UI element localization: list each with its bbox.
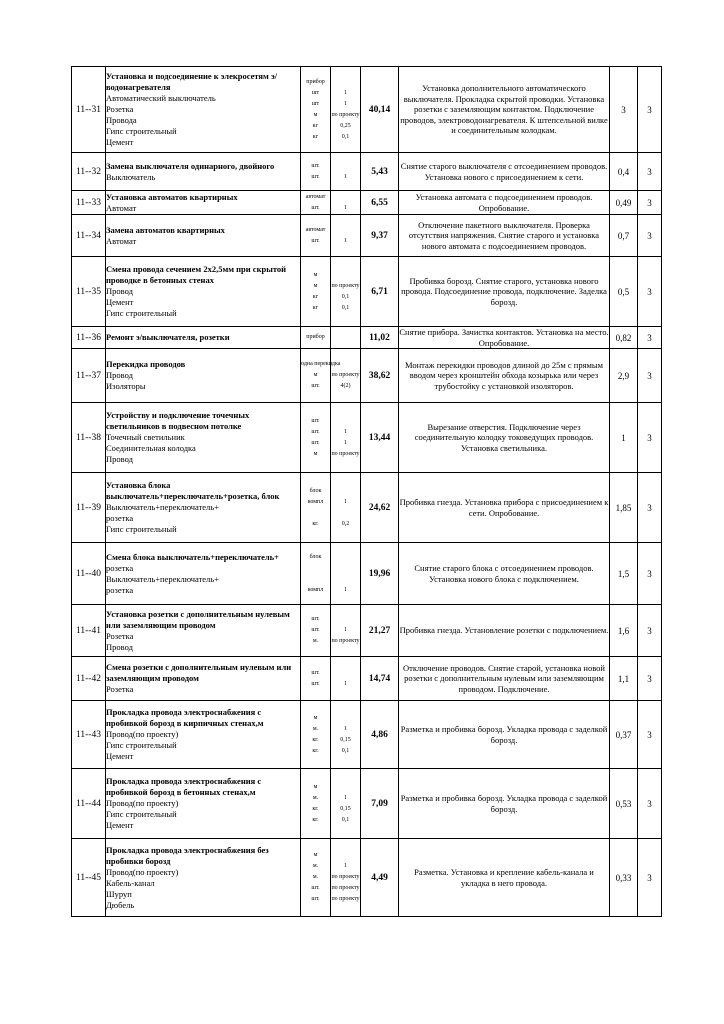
- price-value: 7,09: [361, 769, 399, 839]
- work-title: Замена автоматов квартирных: [106, 224, 225, 235]
- price-table: [71, 66, 662, 917]
- material-name: Цемент: [106, 751, 134, 761]
- category-value: 3: [638, 403, 662, 473]
- unit-cell: [301, 701, 331, 769]
- material-name: Автомат: [106, 202, 137, 213]
- work-title: Прокладка провода электроснабжения без пробивки борозд: [106, 844, 269, 866]
- material-name: Провод: [106, 370, 133, 380]
- table-row: [72, 215, 662, 257]
- table-row: [72, 257, 662, 327]
- labor-value: 1,1: [610, 657, 638, 701]
- quantity-value: [331, 192, 360, 203]
- unit-cell: [301, 349, 341, 403]
- material-name: розетка: [106, 584, 134, 595]
- quantity-value: 0,1: [341, 304, 350, 311]
- price-value: 6,71: [361, 257, 399, 327]
- material-name: Провод: [106, 454, 133, 464]
- price-value: 24,62: [361, 473, 399, 543]
- unit-label: шт.: [311, 162, 320, 169]
- labor-value: 1,85: [610, 473, 638, 543]
- quantity-value: 1: [344, 237, 347, 244]
- quantity-cell: [331, 657, 361, 701]
- price-value: 6,55: [361, 191, 399, 215]
- unit-label: м.: [312, 794, 319, 801]
- quantity-value: 1: [344, 725, 347, 732]
- category-value: 3: [638, 153, 662, 191]
- category-value: 3: [638, 701, 662, 769]
- quantity-value: по проекту: [331, 896, 360, 902]
- quantity-value: по проекту: [331, 111, 360, 118]
- item-number: 11--34: [72, 215, 106, 257]
- price-value: 11,02: [361, 327, 399, 349]
- item-name-cell: [106, 769, 301, 839]
- unit-label: м: [313, 714, 318, 721]
- unit-label: шт.: [311, 439, 320, 446]
- quantity-value: 0,15: [340, 736, 351, 743]
- labor-value: 0,37: [610, 701, 638, 769]
- work-title: Устройству и подключение точечных светильников в подвесном потолке: [106, 410, 250, 431]
- price-value: 13,44: [361, 403, 399, 473]
- item-number: 11--37: [72, 349, 106, 403]
- material-name: Дюбель: [106, 899, 135, 910]
- table-row: [72, 473, 662, 543]
- quantity-value: [331, 270, 360, 281]
- quantity-cell: [331, 349, 361, 403]
- work-description: Монтаж перекидки проводов длиной до 25м с прямым вводом через кронштейн обхода козырька или через трубостойку с установкой изоляторов.: [399, 349, 610, 403]
- unit-label: м.: [312, 638, 319, 644]
- unit-label: [301, 563, 330, 574]
- unit-label: м: [313, 111, 318, 118]
- work-title: Смена провода сечением 2х2,5мм при скрытой проводке в бетонных стенах: [106, 264, 287, 285]
- quantity-value: [331, 563, 360, 574]
- material-name: Гипс строительный: [106, 126, 177, 136]
- unit-label: м: [313, 271, 318, 278]
- unit-label: блок: [309, 487, 322, 494]
- unit-cell: [301, 215, 331, 257]
- quantity-value: 0,25: [340, 122, 351, 129]
- labor-value: 0,5: [610, 257, 638, 327]
- unit-label: шт.: [311, 885, 320, 891]
- quantity-cell: [331, 701, 361, 769]
- quantity-cell: [331, 215, 361, 257]
- item-number: 11--41: [72, 605, 106, 657]
- unit-label: шт.: [311, 204, 320, 211]
- item-name-cell: [106, 605, 301, 657]
- item-number: 11--40: [72, 543, 106, 605]
- labor-value: 1,6: [610, 605, 638, 657]
- unit-label: кг: [312, 122, 319, 129]
- category-value: 3: [638, 67, 662, 153]
- quantity-cell: [331, 191, 361, 215]
- item-number: 11--33: [72, 191, 106, 215]
- quantity-value: [331, 77, 360, 88]
- unit-label: кг.: [312, 816, 319, 823]
- labor-value: 0,49: [610, 191, 638, 215]
- category-value: 3: [638, 769, 662, 839]
- labor-value: 2,9: [610, 349, 638, 403]
- item-name-cell: [106, 327, 301, 349]
- material-name: Точечный светильник: [106, 432, 185, 442]
- table-row: [72, 605, 662, 657]
- unit-label: одна перекидка: [301, 361, 341, 367]
- category-value: 3: [638, 215, 662, 257]
- unit-label: кг: [312, 293, 319, 300]
- work-description: Отключение проводов. Снятие старой, установка новой розетки с дополнительным нулевым или заземляющим проводом. Подключение.: [399, 657, 610, 701]
- material-name: Выключатель+переключатель+: [106, 573, 219, 584]
- item-name-cell: [106, 215, 301, 257]
- quantity-cell: [331, 153, 361, 191]
- quantity-value: 1: [344, 89, 347, 96]
- price-value: 38,62: [361, 349, 399, 403]
- item-number: 11--39: [72, 473, 106, 543]
- table-row: [72, 769, 662, 839]
- item-name-cell: [106, 153, 301, 191]
- quantity-value: по проекту: [331, 874, 360, 880]
- category-value: 3: [638, 327, 662, 349]
- item-name-cell: [106, 839, 301, 917]
- quantity-value: 1: [344, 428, 347, 435]
- unit-label: прибор: [306, 334, 325, 340]
- quantity-cell: [331, 769, 361, 839]
- work-title: Прокладка провода электроснабжения с пробивкой борозд в кирпичных стенах,м: [106, 707, 264, 728]
- category-value: 3: [638, 657, 662, 701]
- quantity-value: 1: [344, 498, 347, 505]
- price-value: 19,96: [361, 543, 399, 605]
- item-number: 11--38: [72, 403, 106, 473]
- quantity-value: 0,1: [341, 133, 350, 140]
- work-description: Установка автомата с подсоединением проводов. Опробование.: [399, 191, 610, 215]
- material-name: Цемент: [106, 297, 134, 307]
- unit-cell: [301, 657, 331, 701]
- quantity-value: по проекту: [331, 372, 360, 378]
- material-name: Провод(по проекту): [106, 798, 179, 808]
- item-number: 11--32: [72, 153, 106, 191]
- unit-label: прибор: [306, 78, 325, 85]
- unit-cell: [301, 327, 331, 349]
- material-name: Выключатель: [106, 171, 156, 182]
- item-number: 11--31: [72, 67, 106, 153]
- unit-cell: [301, 191, 331, 215]
- quantity-value: по проекту: [331, 450, 360, 457]
- quantity-value: 1: [344, 586, 347, 593]
- quantity-value: по проекту: [331, 885, 360, 891]
- unit-label: автомат: [305, 193, 326, 200]
- unit-label: м: [313, 282, 318, 289]
- quantity-cell: [331, 473, 361, 543]
- quantity-value: [331, 508, 360, 519]
- quantity-value: [331, 713, 360, 724]
- unit-label: кг: [312, 133, 319, 140]
- work-description: Отключение пакетного выключателя. Проверка отсутствия напряжения. Снятие старого и установка нового автомата с подсоединением проводов.: [399, 215, 610, 257]
- work-description: Пробивка гнезда. Установление розетки с подключением.: [399, 605, 610, 657]
- work-title: Ремонт э/выключателя, розетки: [106, 332, 230, 342]
- item-number: 11--45: [72, 839, 106, 917]
- category-value: 3: [638, 257, 662, 327]
- work-description: Пробивка гнезда. Установка прибора с присоединением к сети. Опробование.: [399, 473, 610, 543]
- category-value: 3: [638, 605, 662, 657]
- work-title: Смена блока выключатель+переключатель+: [106, 551, 280, 562]
- material-name: Шуруп: [106, 888, 132, 899]
- unit-cell: [301, 605, 331, 657]
- unit-label: шт.: [311, 669, 320, 676]
- unit-label: м: [313, 783, 318, 790]
- category-value: 3: [638, 839, 662, 917]
- table-row: [72, 839, 662, 917]
- work-description: Разметка и пробивка борозд. Укладка провода с заделкой борозд.: [399, 769, 610, 839]
- quantity-value: 1: [344, 863, 347, 869]
- item-number: 11--42: [72, 657, 106, 701]
- item-name-cell: [106, 257, 301, 327]
- price-value: 21,27: [361, 605, 399, 657]
- category-value: 3: [638, 191, 662, 215]
- work-description: Снятие старого выключателя с отсоединением проводов. Установка нового с присоединением к сети.: [399, 153, 610, 191]
- work-title: Смена розетки с дополнительным нулевым или заземляющим проводом: [106, 662, 292, 683]
- item-number: 11--35: [72, 257, 106, 327]
- unit-label: шт.: [311, 237, 320, 244]
- unit-label: шт.: [311, 627, 320, 633]
- material-name: розетка: [106, 513, 134, 523]
- work-title: Установка розетки с дополнительным нулевым или заземляющим проводом: [106, 608, 290, 630]
- quantity-cell: [331, 403, 361, 473]
- unit-label: м.: [312, 863, 319, 869]
- material-name: Кабель-канал: [106, 877, 155, 888]
- price-value: 40,14: [361, 67, 399, 153]
- work-title: Установка и подсоединение к элекросетям э/водонагревателя: [106, 71, 277, 92]
- work-description: Пробивка борозд. Снятие старого, установка нового провода. Подсоединение провода, подключение. Заделка борозд.: [399, 257, 610, 327]
- unit-label: шт.: [311, 896, 320, 902]
- price-value: 9,37: [361, 215, 399, 257]
- unit-label: автомат: [305, 226, 326, 233]
- work-title: Прокладка провода электроснабжения с пробивкой борозд в бетонных стенах,м: [106, 776, 262, 797]
- price-value: 5,43: [361, 153, 399, 191]
- quantity-value: 0,2: [341, 520, 350, 527]
- unit-label: кг.: [312, 520, 319, 527]
- labor-value: 0,4: [610, 153, 638, 191]
- unit-label: [301, 508, 330, 519]
- table-row: [72, 67, 662, 153]
- quantity-value: 1: [344, 173, 347, 180]
- quantity-cell: [331, 605, 361, 657]
- unit-label: м: [313, 450, 318, 457]
- item-name-cell: [106, 657, 301, 701]
- material-name: Розетка: [106, 630, 134, 641]
- unit-label: кг.: [312, 736, 319, 743]
- material-name: Цемент: [106, 137, 134, 147]
- material-name: Цемент: [106, 820, 134, 830]
- work-description: Вырезание отверстия. Подключение через соединительную колодку токоведущих проводов. Установка светильника.: [399, 403, 610, 473]
- table-row: [72, 657, 662, 701]
- unit-cell: [301, 403, 331, 473]
- item-name-cell: [106, 67, 301, 153]
- quantity-value: [331, 486, 360, 497]
- quantity-value: 0,15: [340, 805, 351, 812]
- item-name-cell: [106, 701, 301, 769]
- unit-label: компл: [307, 586, 324, 593]
- price-value: 4,86: [361, 701, 399, 769]
- table-row: [72, 349, 662, 403]
- category-value: 3: [638, 349, 662, 403]
- unit-label: м: [313, 372, 318, 378]
- quantity-cell: [331, 327, 361, 349]
- unit-label: компл: [307, 498, 324, 505]
- material-name: Розетка: [106, 684, 134, 694]
- price-value: 4,49: [361, 839, 399, 917]
- quantity-value: [331, 225, 360, 236]
- material-name: розетка: [106, 562, 134, 573]
- unit-label: шт: [311, 89, 320, 96]
- quantity-value: [331, 614, 360, 625]
- quantity-value: [331, 850, 360, 861]
- table-row: [72, 327, 662, 349]
- quantity-value: [331, 161, 360, 172]
- labor-value: 0,33: [610, 839, 638, 917]
- item-number: 11--43: [72, 701, 106, 769]
- unit-label: шт.: [311, 383, 320, 389]
- work-title: Перекидка проводов: [106, 359, 186, 369]
- table-row: [72, 191, 662, 215]
- unit-label: шт.: [311, 616, 320, 622]
- item-number: 11--44: [72, 769, 106, 839]
- material-name: Розетка: [106, 104, 134, 114]
- quantity-cell: [331, 257, 361, 327]
- price-value: 14,74: [361, 657, 399, 701]
- quantity-value: 1: [344, 100, 347, 107]
- unit-cell: [301, 839, 331, 917]
- item-name-cell: [106, 349, 301, 403]
- item-name-cell: [106, 473, 301, 543]
- unit-label: шт: [311, 100, 320, 107]
- quantity-value: 0,1: [341, 747, 350, 754]
- material-name: Провода: [106, 115, 137, 125]
- material-name: Гипс строительный: [106, 524, 177, 534]
- unit-cell: [301, 67, 331, 153]
- unit-label: м.: [312, 874, 319, 880]
- material-name: Автоматический выключатель: [106, 93, 216, 103]
- unit-label: м.: [312, 725, 319, 732]
- quantity-value: 0,1: [341, 293, 350, 300]
- quantity-value: 1: [344, 439, 347, 446]
- quantity-value: [331, 668, 360, 679]
- unit-label: блок: [309, 553, 322, 560]
- unit-label: шт.: [311, 428, 320, 435]
- item-name-cell: [106, 403, 301, 473]
- labor-value: 0,7: [610, 215, 638, 257]
- material-name: Провод(по проекту): [106, 866, 179, 877]
- category-value: 3: [638, 473, 662, 543]
- work-description: Разметка и пробивка борозд. Укладка провода с заделкой борозд.: [399, 701, 610, 769]
- material-name: Провод: [106, 286, 133, 296]
- work-description: Установка дополнительного автоматического выключателя. Прокладка скрытой проводки. Установка розетки с заземляющим контактом. Подключение проводов, электроводонагревателя. К штепсельной вилке и соединительным колодкам.: [399, 67, 610, 153]
- quantity-value: 4(2): [340, 383, 351, 389]
- quantity-cell: [331, 67, 361, 153]
- unit-label: шт.: [311, 173, 320, 180]
- material-name: Гипс строительный: [106, 809, 177, 819]
- material-name: Гипс строительный: [106, 308, 177, 318]
- material-name: Провод: [106, 641, 133, 652]
- unit-label: кг.: [312, 747, 319, 754]
- material-name: Соединительная колодка: [106, 443, 196, 453]
- quantity-value: [331, 552, 360, 563]
- quantity-value: [331, 416, 360, 427]
- table-row: [72, 543, 662, 605]
- unit-cell: [301, 257, 331, 327]
- quantity-value: [331, 782, 360, 793]
- work-title: Установка автоматов квартирных: [106, 191, 238, 202]
- quantity-value: 1: [344, 794, 347, 801]
- labor-value: 0,53: [610, 769, 638, 839]
- unit-label: шт.: [311, 680, 320, 687]
- price-table-body: [72, 67, 662, 917]
- unit-cell: [301, 543, 331, 605]
- table-row: [72, 403, 662, 473]
- unit-cell: [301, 769, 331, 839]
- work-description: Разметка. Установка и крепление кабель-канала и укладка в него провода.: [399, 839, 610, 917]
- unit-label: м: [313, 852, 318, 858]
- item-name-cell: [106, 191, 301, 215]
- quantity-value: [331, 332, 360, 343]
- unit-label: кг: [312, 304, 319, 311]
- unit-label: кг.: [312, 805, 319, 812]
- work-description: Снятие прибора. Зачистка контактов. Установка на место. Опробование.: [399, 327, 609, 348]
- material-name: Провод(по проекту): [106, 729, 179, 739]
- unit-cell: [301, 473, 331, 543]
- material-name: Гипс строительный: [106, 740, 177, 750]
- quantity-value: 1: [344, 680, 347, 687]
- work-title: Установка блока выключатель+переключатель+розетка, блок: [106, 480, 280, 501]
- quantity-value: по проекту: [331, 638, 360, 644]
- material-name: Выключатель+переключатель+: [106, 502, 219, 512]
- quantity-value: 1: [344, 627, 347, 633]
- quantity-cell: [331, 839, 361, 917]
- unit-cell: [301, 153, 331, 191]
- category-value: 3: [638, 543, 662, 605]
- labor-value: 0,82: [610, 327, 638, 349]
- table-row: [72, 701, 662, 769]
- quantity-value: [331, 574, 360, 585]
- work-title: Замена выключателя одинарного, двойного: [106, 160, 275, 171]
- quantity-value: 0,1: [341, 816, 350, 823]
- material-name: Автомат: [106, 235, 137, 246]
- quantity-cell: [331, 543, 361, 605]
- material-name: Изоляторы: [106, 381, 146, 391]
- quantity-value: 1: [344, 204, 347, 211]
- item-number: 11--36: [72, 327, 106, 349]
- unit-label: шт.: [311, 417, 320, 424]
- quantity-value: по проекту: [331, 282, 360, 289]
- item-name-cell: [106, 543, 301, 605]
- labor-value: 1: [610, 403, 638, 473]
- unit-label: [301, 574, 330, 585]
- table-row: [72, 153, 662, 191]
- labor-value: 3: [610, 67, 638, 153]
- labor-value: 1,5: [610, 543, 638, 605]
- work-description: Снятие старого блока с отсоединением проводов. Установка нового блока с подключением.: [399, 543, 610, 605]
